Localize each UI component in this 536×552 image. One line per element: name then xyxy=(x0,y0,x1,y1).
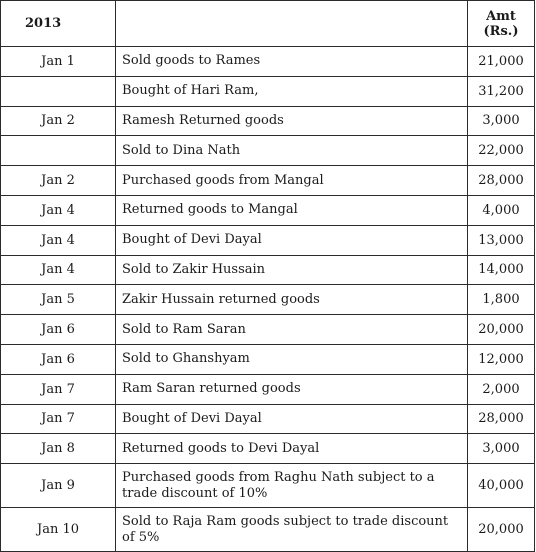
date-cell: Jan 2 xyxy=(1,166,116,196)
description-cell: Bought of Devi Dayal xyxy=(116,404,468,434)
date-cell: Jan 9 xyxy=(1,464,116,508)
table-row xyxy=(1,285,535,315)
amount-cell: 2,000 xyxy=(468,374,535,404)
amount-header-label: Amt xyxy=(486,8,516,24)
table-row xyxy=(1,166,535,196)
description-cell: Sold to Raja Ram goods subject to trade discount of 5% xyxy=(116,508,468,552)
date-cell: Jan 7 xyxy=(1,404,116,434)
date-cell: Jan 1 xyxy=(1,47,116,77)
description-cell: Returned goods to Mangal xyxy=(116,195,468,225)
table-row xyxy=(1,255,535,285)
date-cell: Jan 6 xyxy=(1,315,116,345)
description-cell: Purchased goods from Raghu Nath subject to a trade discount of 10% xyxy=(116,464,468,508)
table-row xyxy=(1,464,535,508)
amount-cell: 40,000 xyxy=(468,464,535,508)
description-cell: Ramesh Returned goods xyxy=(116,106,468,136)
amount-cell: 12,000 xyxy=(468,344,535,374)
date-cell: Jan 8 xyxy=(1,434,116,464)
table-row xyxy=(1,315,535,345)
amount-cell: 31,200 xyxy=(468,76,535,106)
description-cell: Returned goods to Devi Dayal xyxy=(116,434,468,464)
description-cell: Bought of Devi Dayal xyxy=(116,225,468,255)
date-cell: Jan 4 xyxy=(1,195,116,225)
amount-cell: 4,000 xyxy=(468,195,535,225)
description-cell: Sold to Ram Saran xyxy=(116,315,468,345)
table-body xyxy=(1,47,535,552)
description-cell: Sold to Ghanshyam xyxy=(116,344,468,374)
date-cell: Jan 2 xyxy=(1,106,116,136)
amount-cell: 28,000 xyxy=(468,404,535,434)
amount-cell: 3,000 xyxy=(468,434,535,464)
amount-header-unit: (Rs.) xyxy=(483,23,519,39)
date-cell: Jan 5 xyxy=(1,285,116,315)
description-cell: Sold to Zakir Hussain xyxy=(116,255,468,285)
amount-cell: 22,000 xyxy=(468,136,535,166)
description-cell: Ram Saran returned goods xyxy=(116,374,468,404)
date-cell: Jan 4 xyxy=(1,255,116,285)
table-row xyxy=(1,136,535,166)
description-cell: Sold to Dina Nath xyxy=(116,136,468,166)
description-cell: Purchased goods from Mangal xyxy=(116,166,468,196)
date-cell xyxy=(1,76,116,106)
table-row xyxy=(1,106,535,136)
amount-cell: 3,000 xyxy=(468,106,535,136)
amount-cell: 20,000 xyxy=(468,315,535,345)
amount-header xyxy=(468,1,535,47)
description-header xyxy=(116,1,468,47)
table-row xyxy=(1,47,535,77)
table-row xyxy=(1,344,535,374)
amount-cell: 14,000 xyxy=(468,255,535,285)
table-row xyxy=(1,225,535,255)
table-row xyxy=(1,374,535,404)
date-cell: Jan 10 xyxy=(1,508,116,552)
description-cell: Zakir Hussain returned goods xyxy=(116,285,468,315)
date-cell: Jan 6 xyxy=(1,344,116,374)
table-row xyxy=(1,508,535,552)
description-cell: Sold goods to Rames xyxy=(116,47,468,77)
year-header: 2013 xyxy=(1,1,116,47)
amount-cell: 21,000 xyxy=(468,47,535,77)
amount-cell: 28,000 xyxy=(468,166,535,196)
table-row xyxy=(1,434,535,464)
table-row xyxy=(1,195,535,225)
date-cell: Jan 4 xyxy=(1,225,116,255)
description-cell: Bought of Hari Ram, xyxy=(116,76,468,106)
amount-cell: 20,000 xyxy=(468,508,535,552)
date-cell xyxy=(1,136,116,166)
table-row xyxy=(1,404,535,434)
table-header-row xyxy=(1,1,535,47)
date-cell: Jan 7 xyxy=(1,374,116,404)
table-row xyxy=(1,76,535,106)
amount-cell: 13,000 xyxy=(468,225,535,255)
amount-cell: 1,800 xyxy=(468,285,535,315)
